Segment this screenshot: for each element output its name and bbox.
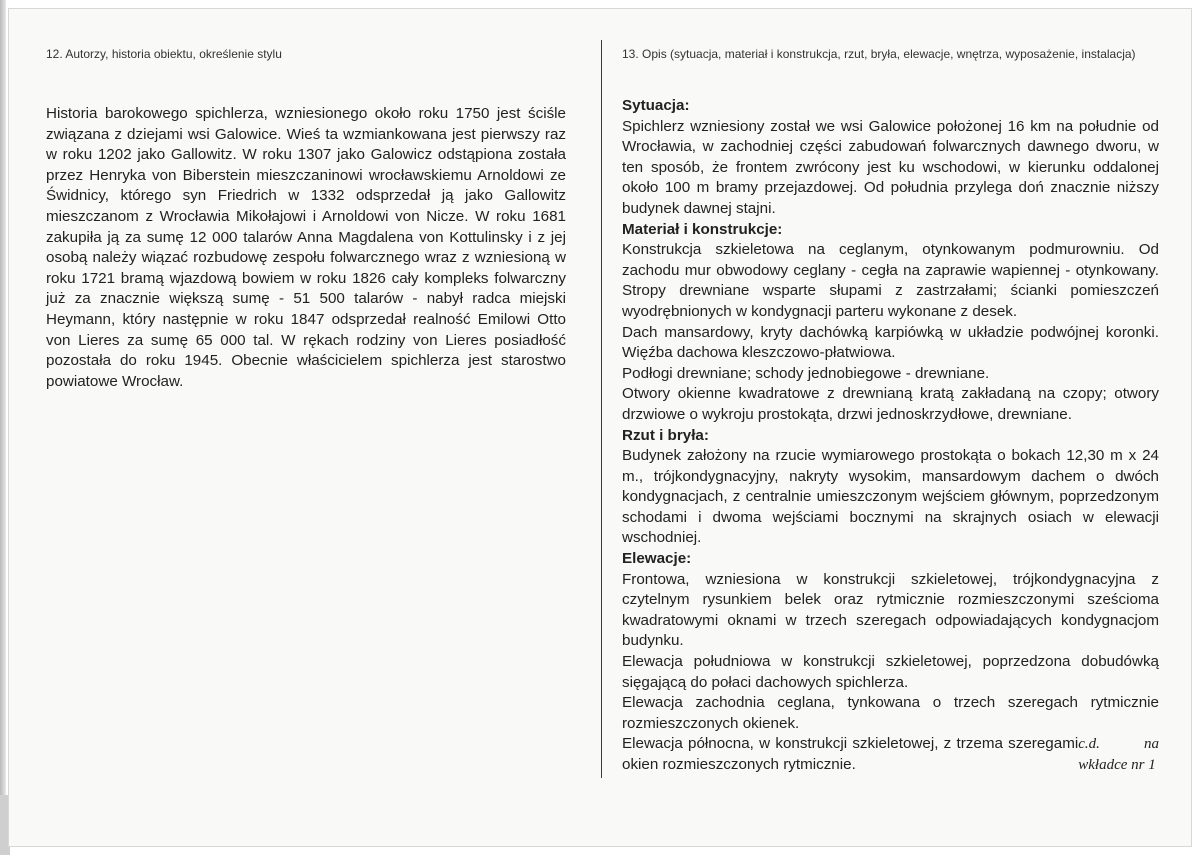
material-paragraph-4: Otwory okienne kwadratowe z drewnianą kratą zakładaną na czopy; otwory drzwiowe o wykroju prostokąta, drzwi jednoskrzydłowe, drewniane. [622, 385, 1159, 423]
rzut-text: Budynek założony na rzucie wymiarowego prostokąta o bokach 12,30 m x 24 m., trójkondygnacyjny, nakryty wysokim, mansardowym dachem o dwóch kondygnacjach, z centralnie umieszczonym wejściem głównym, poprzedzonym schodami i dwoma wejściami bocznymi na skrajnych osiach w elewacji wschodniej. [622, 447, 1159, 547]
rzut-title: Rzut i bryła: [622, 426, 709, 444]
material-paragraph-2: Dach mansardowy, kryty dachówką karpiówką w układzie podwójnej koronki. Więźba dachowa kleszczowo-płatwiowa. [622, 323, 1159, 362]
elewacje-title: Elewacje: [622, 550, 692, 568]
sytuacja-title: Sytuacja: [622, 97, 690, 114]
material-paragraph-1: Konstrukcja szkieletowa na ceglanym, otynkowanym podmurowniu. Od zachodu mur obwodowy ceglany - cegła na zaprawie wapiennej - otynkowany. Stropy drewniane wsparte słupami z zastrzałami; ścianki pomieszczeń wyodrębnionych w kondygnacji parteru wykonane z desek. [622, 241, 1159, 320]
column-divider [601, 40, 602, 778]
elewacje-paragraph-3: Elewacja zachodnia ceglana, tynkowana o trzech szeregach rytmicznie rozmieszczonych okienek. [622, 694, 1159, 732]
description-column [622, 96, 1159, 776]
elewacje-paragraph-4: Elewacja północna, w konstrukcji szkieletowej, z trzema szeregami okien rozmieszczonych rytmicznie. [622, 735, 1079, 773]
material-paragraph-3: Podłogi drewniane; schody jednobiegowe - drewniane. [622, 364, 990, 382]
section-13-heading: 13. Opis (sytuacja, materiał i konstrukcja, rzut, bryła, elewacje, wnętrza, wyposażenie, instalacja) [622, 47, 1136, 61]
elewacje-last-line [622, 734, 1159, 775]
elewacje-paragraph-1: Frontowa, wzniesiona w konstrukcji szkieletowej, trójkondygnacyjna z czytelnym rysunkiem belek oraz rytmicznie rozmieszczonymi sześcioma kwadratowymi oknami w trzech szeregach odpowiadających kondygnacjom budynku. [622, 570, 1159, 650]
section-12-heading: 12. Autorzy, historia obiektu, określenie stylu [46, 47, 282, 61]
sytuacja-text: Spichlerz wzniesiony został we wsi Galowice położonej 16 km na południe od Wrocławia, w zachodniej części zabudowań folwarcznych dawnego dworu, w ten sposób, że frontem zwrócony jest ku wschodowi, w kierunku oddalonej około 100 m bramy przejazdowej. Od południa przylega doń znacznie niższy budynek dawnej stajni. [622, 117, 1159, 217]
material-title: Materiał i konstrukcje: [622, 220, 783, 238]
history-paragraph: Historia barokowego spichlerza, wzniesionego około roku 1750 jest ściśle związana z dziejami wsi Galowice. Wieś ta wzmiankowana jest pierwszy raz w roku 1202 jako Gallowitz. W roku 1307 jako Galowicz odstąpiona została przez Henryka von Biberstein mieszczaninowi wrocławskiemu Arnoldowi ze Świdnicy, którego syn Friedrich w 1332 odsprzedał ją jako Gallowitz mieszczanom z Wrocławia Mikołajowi i Arnoldowi von Nicze. W roku 1681 zakupiła ją za sumę 12 000 talarów Anna Magdalena von Kottulinsky i z jej osobą należy wiązać rozbudowę zespołu folwarcznego wraz z wzniesioną w roku 1721 bramą wjazdową bowiem w roku 1826 cały kompleks folwarczny już za znacznie większą sumę - 51 500 talarów - nabył radca miejski Heymann, który następnie w roku 1847 odsprzedał realność Emilowi Otto von Lieres za sumę 65 000 tal. W rękach rodziny von Lieres posiadłość pozostała do roku 1945. Obecnie właścicielem spichlerza jest starostwo powiatowe Wrocław. [46, 105, 566, 390]
elewacje-paragraph-2: Elewacja południowa w konstrukcji szkieletowej, poprzedzona dobudówką sięgającą do połaci dachowych spichlerza. [622, 653, 1159, 691]
continuation-note: c.d. na wkładce nr 1 [1078, 736, 1159, 773]
history-column [46, 104, 566, 392]
page-left-edge [0, 0, 6, 855]
